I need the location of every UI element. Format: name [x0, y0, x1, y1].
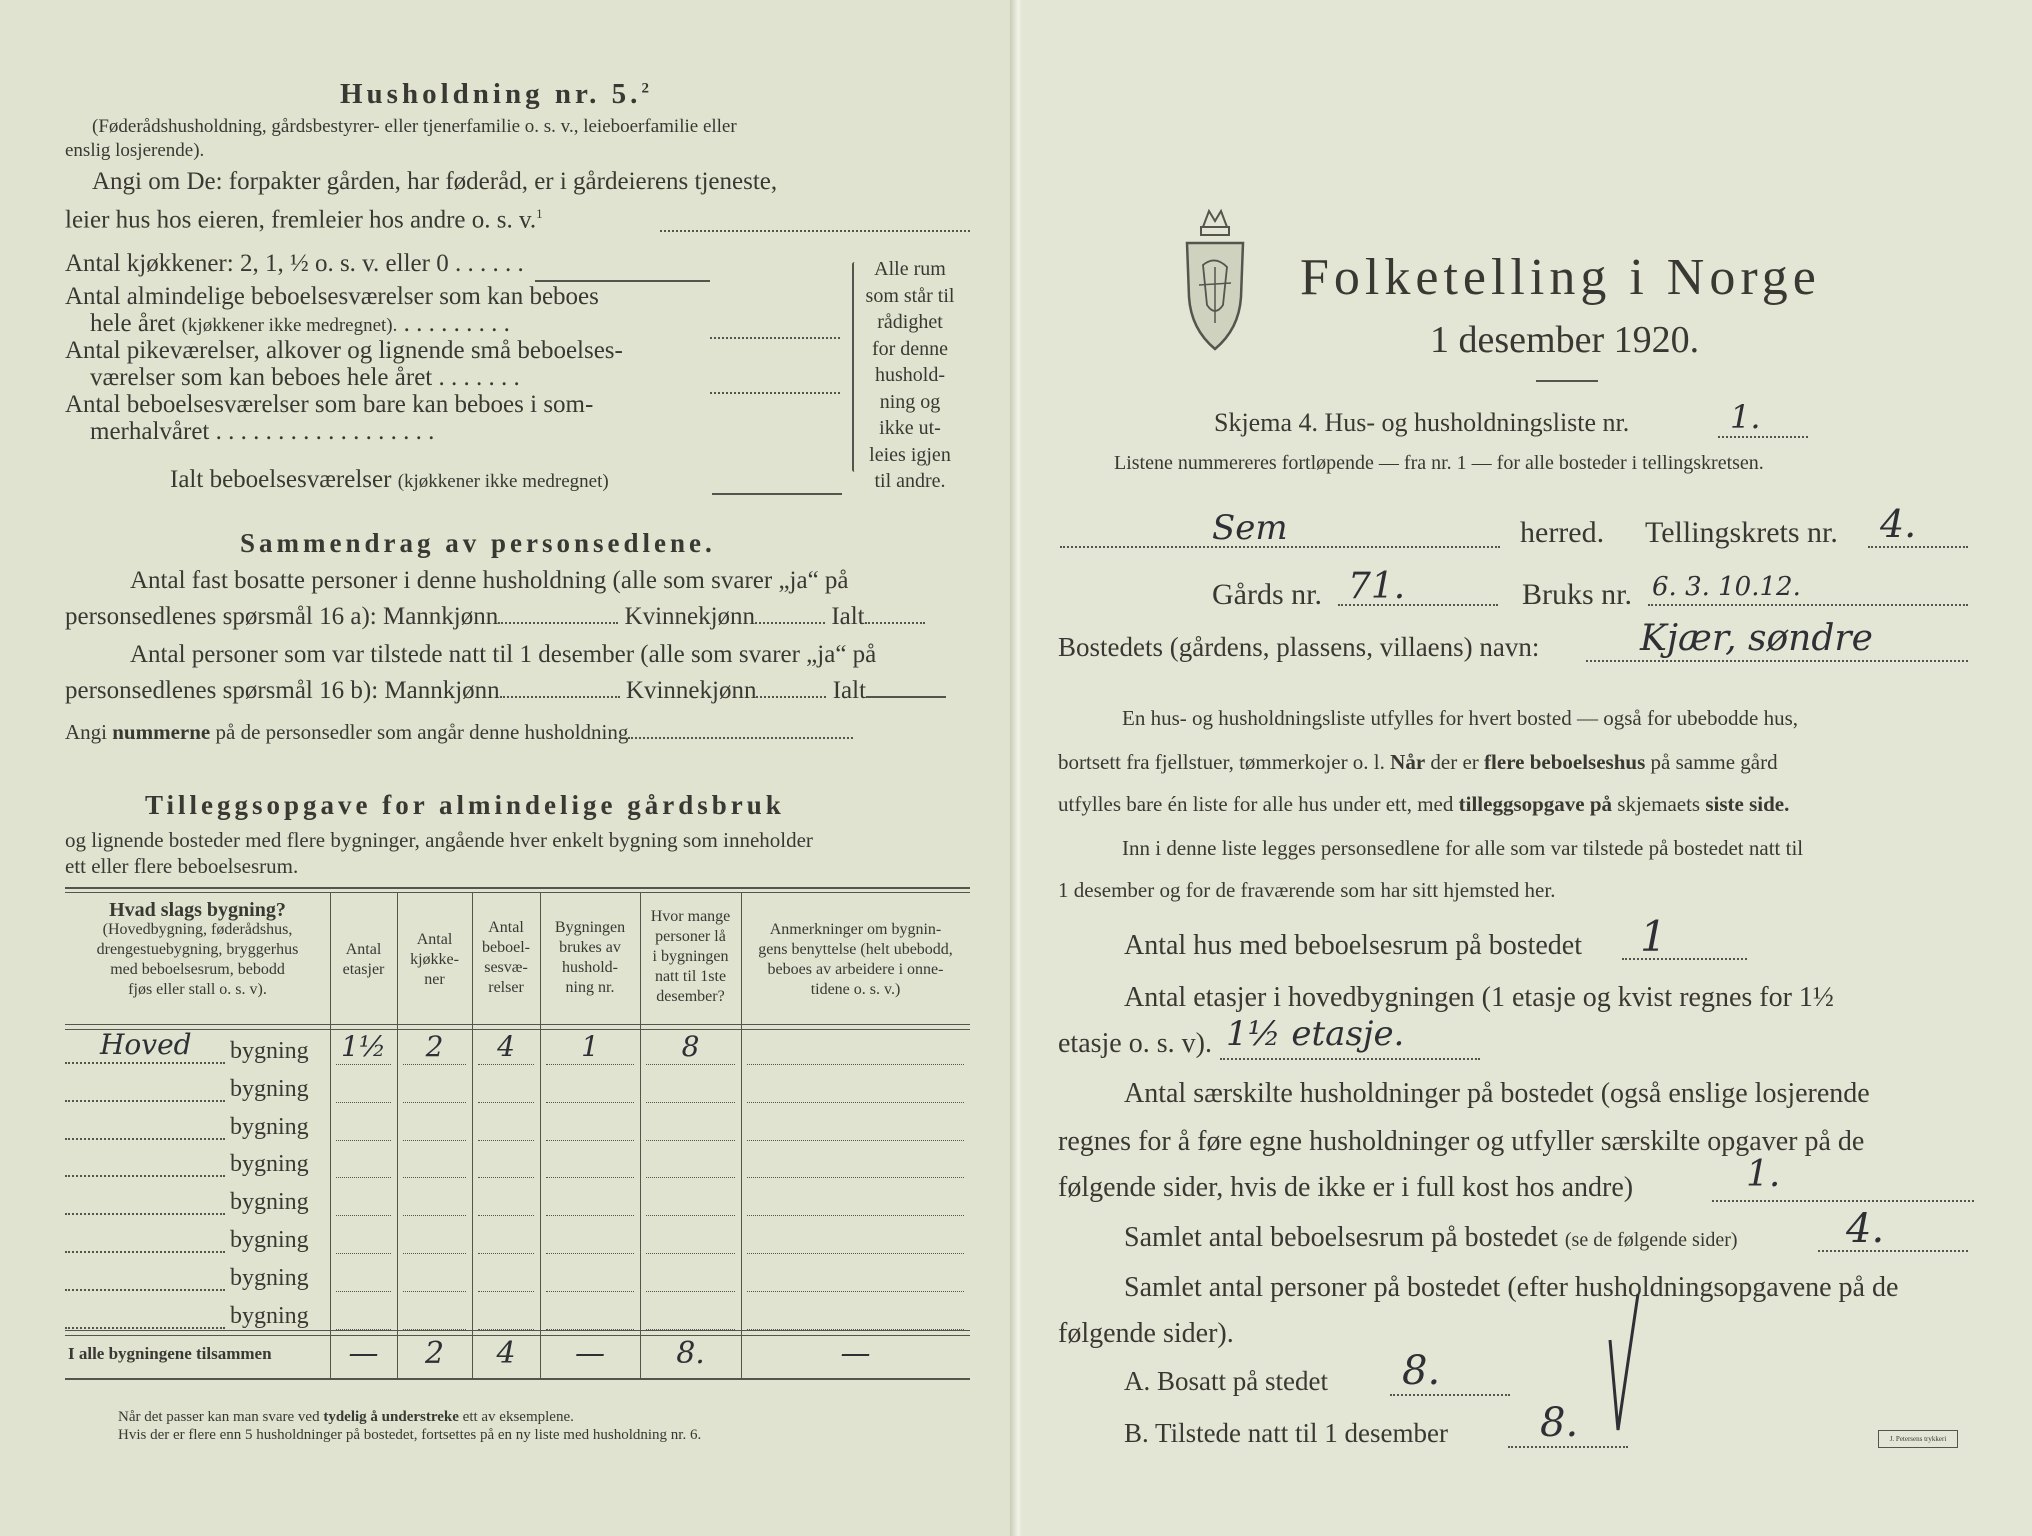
- cell-line: [747, 1215, 964, 1216]
- instructions-1: En hus- og husholdningsliste utfylles for hvert bosted — også for ubebodde hus,: [1122, 706, 1798, 730]
- brace-note: Alle rum som står til rådighet for denne hushold- ning og ikke ut- leies igjen til andre.: [865, 258, 955, 492]
- present-line: [1508, 1446, 1628, 1448]
- summary-present-row: personsedlenes spørsmål 16 b): Mannkjønn Kvinnekjønn Ialt: [65, 677, 946, 705]
- footnote-1: Når det passer kan man svare ved tydelig å understreke ett av eksemplene.: [118, 1409, 574, 1425]
- supplement-text: og lignende bosteder med flere bygninger, angående hver enkelt bygning som inneholder: [65, 828, 813, 852]
- census-title: Folketelling i Norge: [1300, 249, 1821, 306]
- rooms-question-cont: hele året (kjøkkener ikke medregnet). . . . . . . . . .: [90, 310, 510, 337]
- cell-line: [478, 1329, 534, 1330]
- cell-line: [546, 1215, 634, 1216]
- building-name-line: [65, 1213, 225, 1215]
- census-date: 1 desember 1920.: [1430, 319, 1700, 361]
- cell-line: [336, 1329, 391, 1330]
- district-line: [1868, 546, 1968, 548]
- cell-line: [646, 1215, 735, 1216]
- cell-etasjer: 1½: [341, 1030, 386, 1063]
- cell-line: [403, 1291, 466, 1292]
- summary-numbers-row: Angi nummerne på de personsedler som angår denne husholdning: [65, 720, 853, 745]
- numbering-note: Listene nummereres fortløpende — fra nr. 1 — for alle bosteder i tellingskretsen.: [1114, 452, 1764, 474]
- total-remarks: —: [840, 1336, 871, 1371]
- kitchens-question: Antal kjøkkener: 2, 1, ½ o. s. v. eller 0 . . . . . .: [65, 250, 524, 277]
- cell-line: [546, 1177, 634, 1178]
- rooms-total-value: 4.: [1846, 1206, 1885, 1252]
- cell-line: [403, 1215, 466, 1216]
- angi-text-cont: leier hus hos eieren, fremleier hos andre o. s. v.$^1$: [65, 206, 543, 234]
- building-suffix: bygning: [230, 1151, 309, 1178]
- rooms-question: Antal almindelige beboelsesværelser som kan beboes: [65, 283, 599, 310]
- total-persons: 8.: [676, 1336, 705, 1371]
- instructions-4: Inn i denne liste legges personsedlene for alle som var tilstede på bostedet natt til: [1122, 836, 1804, 860]
- maid-rooms-question-cont: værelser som kan beboes hele året . . . . . . .: [90, 364, 520, 391]
- cell-line: [646, 1291, 735, 1292]
- angi-answer-line: [660, 230, 970, 232]
- cell-line: [747, 1329, 964, 1330]
- cell-line: [403, 1102, 466, 1103]
- total-rooms-question: Ialt beboelsesværelser (kjøkkener ikke medregnet): [170, 466, 609, 493]
- summer-rooms-question-cont: merhalvåret . . . . . . . . . . . . . . . . . .: [90, 418, 435, 445]
- floors-question-cont: etasje o. s. v).: [1058, 1028, 1212, 1059]
- brace: [852, 262, 857, 472]
- place-name-line: [1586, 660, 1968, 662]
- cell-line: [336, 1140, 391, 1141]
- building-suffix: bygning: [230, 1038, 309, 1064]
- floors-value: 1½ etasje.: [1226, 1014, 1405, 1054]
- building-suffix: bygning: [230, 1227, 309, 1253]
- summary-fast-text: Antal fast bosatte personer i denne husholdning (alle som svarer „ja“ på: [130, 567, 849, 594]
- building-name-line: [65, 1327, 225, 1329]
- cell-husholdning: 1: [581, 1030, 599, 1063]
- municipality-line: [1060, 546, 1500, 548]
- cell-line: [403, 1253, 466, 1254]
- cell-line: [478, 1215, 534, 1216]
- building-name-line: [65, 1062, 225, 1064]
- resident-value: 8.: [1402, 1348, 1441, 1394]
- cell-line: [478, 1064, 534, 1065]
- houses-question: Antal hus med beboelsesrum på bostedet: [1124, 930, 1583, 961]
- supplement-title: Tilleggsopgave for almindelige gårdsbruk: [145, 790, 785, 820]
- place-name-label: Bostedets (gårdens, plassens, villaens) navn:: [1058, 632, 1540, 662]
- col-header-persons: Hvor mange personer lå i bygningen natt til 1ste desember?: [650, 908, 731, 1005]
- building-name-line: [65, 1289, 225, 1291]
- summary-title: Sammendrag av personsedlene.: [240, 528, 716, 558]
- persons-question-cont: følgende sider).: [1058, 1318, 1234, 1349]
- total-kitchens: 2: [424, 1336, 445, 1371]
- maid-rooms-question: Antal pikeværelser, alkover og lignende små beboelses-: [65, 337, 623, 364]
- cell-line: [546, 1291, 634, 1292]
- intro-text: (Føderådshusholdning, gårdsbestyrer- eller tjenerfamilie o. s. v., leieboerfamilie eller: [92, 116, 737, 137]
- building-name-line: [65, 1100, 225, 1102]
- building-suffix: bygning: [230, 1264, 309, 1291]
- households-question: Antal særskilte husholdninger på bostedet (også enslige losjerende: [1124, 1078, 1870, 1109]
- building-name-line: [65, 1251, 225, 1253]
- total-household: —: [575, 1336, 605, 1371]
- instructions-3: utfylles bare én liste for alle hus under ett, med tilleggsopgave på skjemaets siste side.: [1058, 792, 1790, 816]
- holding-number-line: [1648, 604, 1968, 606]
- cell-line: [646, 1329, 735, 1330]
- maid-rooms-answer-line: [710, 392, 840, 394]
- holding-number-value: 6. 3. 10.12.: [1652, 572, 1801, 602]
- present-value: 8.: [1540, 1400, 1579, 1446]
- instructions-5: 1 desember og for de fraværende som har sitt hjemsted her.: [1058, 878, 1556, 902]
- building-suffix: bygning: [230, 1302, 309, 1329]
- houses-line: [1622, 958, 1747, 960]
- cell-line: [546, 1140, 634, 1141]
- cell-line: [336, 1064, 391, 1065]
- cell-line: [646, 1102, 735, 1103]
- kitchens-answer-line: [535, 280, 710, 282]
- cell-line: [403, 1064, 466, 1065]
- building-suffix: bygning: [230, 1075, 309, 1102]
- check-mark-icon: [1604, 1290, 1644, 1440]
- cell-line: [336, 1253, 391, 1254]
- district-value: 4.: [1880, 502, 1917, 546]
- printer-stamp: J. Petersens trykkeri: [1878, 1430, 1958, 1448]
- cell-line: [646, 1140, 735, 1141]
- household-title: Husholdning nr. 5.$^2$: [340, 78, 653, 110]
- resident-line: [1390, 1394, 1510, 1396]
- summary-fast-row: personsedlenes spørsmål 16 a): Mannkjønn Kvinnekjønn Ialt: [65, 603, 925, 631]
- title-rule: [1536, 380, 1598, 382]
- cell-line: [546, 1329, 634, 1330]
- list-number-value: 1.: [1730, 398, 1761, 436]
- households-line: [1712, 1200, 1974, 1202]
- cell-personer: 8: [681, 1030, 700, 1063]
- intro-text-cont: enslig losjerende).: [65, 140, 205, 161]
- holding-number-label: Bruks nr.: [1522, 578, 1633, 611]
- cell-line: [646, 1177, 735, 1178]
- list-number-line: [1718, 436, 1808, 438]
- summary-present-text: Antal personer som var tilstede natt til 1 desember (alle som svarer „ja“ på: [130, 641, 877, 668]
- district-label: Tellingskrets nr.: [1645, 516, 1838, 549]
- cell-line: [336, 1291, 391, 1292]
- coat-of-arms-icon: [1175, 205, 1255, 355]
- cell-line: [478, 1291, 534, 1292]
- cell-line: [747, 1140, 964, 1141]
- instructions-2: bortsett fra fjellstuer, tømmerkojer o. l. Når der er flere beboelseshus på samme gård: [1058, 750, 1778, 774]
- place-name-value: Kjær, søndre: [1640, 618, 1873, 659]
- rooms-answer-line: [710, 337, 840, 339]
- cell-line: [478, 1140, 534, 1141]
- col-header-kitchens: Antal kjøkke- ner: [410, 931, 459, 988]
- cell-line: [336, 1177, 391, 1178]
- persons-question: Samlet antal personer på bostedet (efter husholdningsopgavene på de: [1124, 1272, 1899, 1303]
- building-suffix: bygning: [230, 1189, 309, 1216]
- farm-number-line: [1338, 604, 1498, 606]
- cell-line: [747, 1102, 964, 1103]
- cell-line: [336, 1215, 391, 1216]
- cell-line: [747, 1177, 964, 1178]
- col-header-building: Hvad slags bygning? (Hovedbygning, føderådshus, drengestuebygning, bryggerhus med beboelsesrum, bebodd fjøs eller stall o. s. v).: [96, 899, 299, 998]
- angi-text: Angi om De: forpakter gården, har føderåd, er i gårdeierens tjeneste,: [92, 168, 778, 195]
- cell-line: [546, 1102, 634, 1103]
- supplement-text-cont: ett eller flere beboelsesrum.: [65, 854, 299, 878]
- summer-rooms-question: Antal beboelsesværelser som bare kan beboes i som-: [65, 391, 594, 418]
- cell-line: [646, 1064, 735, 1065]
- cell-line: [646, 1253, 735, 1254]
- building-name-line: [65, 1138, 225, 1140]
- building-name-line: [65, 1175, 225, 1177]
- col-header-floors: Antal etasjer: [342, 941, 385, 978]
- col-header-rooms: Antal beboel- sesvæ- relser: [482, 919, 530, 996]
- floors-question: Antal etasjer i hovedbygningen (1 etasje og kvist regnes for 1½: [1124, 982, 1834, 1013]
- cell-kjokkener: 2: [425, 1030, 444, 1063]
- resident-label: A. Bosatt på stedet: [1124, 1366, 1328, 1396]
- cell-line: [478, 1102, 534, 1103]
- footnote-2: Hvis der er flere enn 5 husholdninger på bostedet, fortsettes på en ny liste med husholdning nr. 6.: [118, 1427, 702, 1443]
- building-name: Hoved: [100, 1028, 192, 1061]
- present-label: B. Tilstede natt til 1 desember: [1124, 1418, 1448, 1448]
- cell-line: [403, 1329, 466, 1330]
- cell-line: [478, 1177, 534, 1178]
- cell-line: [546, 1253, 634, 1254]
- cell-line: [336, 1102, 391, 1103]
- building-suffix: bygning: [230, 1113, 309, 1140]
- municipality-value: Sem: [1212, 508, 1288, 548]
- households-question-cont: regnes for å føre egne husholdninger og utfyller særskilte opgaver på de: [1058, 1126, 1865, 1157]
- total-row-label: I alle bygningene tilsammen: [68, 1344, 272, 1363]
- cell-line: [747, 1253, 964, 1254]
- floors-line: [1220, 1058, 1480, 1060]
- cell-line: [403, 1177, 466, 1178]
- rooms-total-question: Samlet antal beboelsesrum på bostedet (se de følgende sider): [1124, 1222, 1738, 1253]
- total-floors: —: [348, 1336, 379, 1371]
- cell-line: [747, 1291, 964, 1292]
- cell-line: [747, 1064, 964, 1065]
- municipality-label: herred.: [1520, 516, 1605, 549]
- cell-line: [546, 1064, 634, 1065]
- col-header-remarks: Anmerkninger om bygnin- gens benyttelse (helt ubebodd, beboes av arbeidere i onne- tidene o. s. v.): [758, 921, 953, 998]
- farm-number-label: Gårds nr.: [1212, 578, 1322, 611]
- total-rooms-answer-line: [712, 493, 842, 495]
- col-header-household: Bygningen brukes av hushold- ning nr.: [554, 919, 626, 996]
- total-rooms: 4: [496, 1336, 516, 1371]
- schema-label: Skjema 4. Hus- og husholdningsliste nr.: [1214, 408, 1630, 437]
- houses-value: 1: [1640, 912, 1667, 961]
- households-question-cont2: følgende sider, hvis de ikke er i full kost hos andre): [1058, 1172, 1634, 1203]
- cell-vaerelser: 4: [497, 1030, 515, 1063]
- cell-line: [478, 1253, 534, 1254]
- households-value: 1.: [1746, 1154, 1781, 1195]
- cell-line: [403, 1140, 466, 1141]
- farm-number-value: 71.: [1348, 566, 1406, 607]
- rooms-total-line: [1818, 1250, 1968, 1252]
